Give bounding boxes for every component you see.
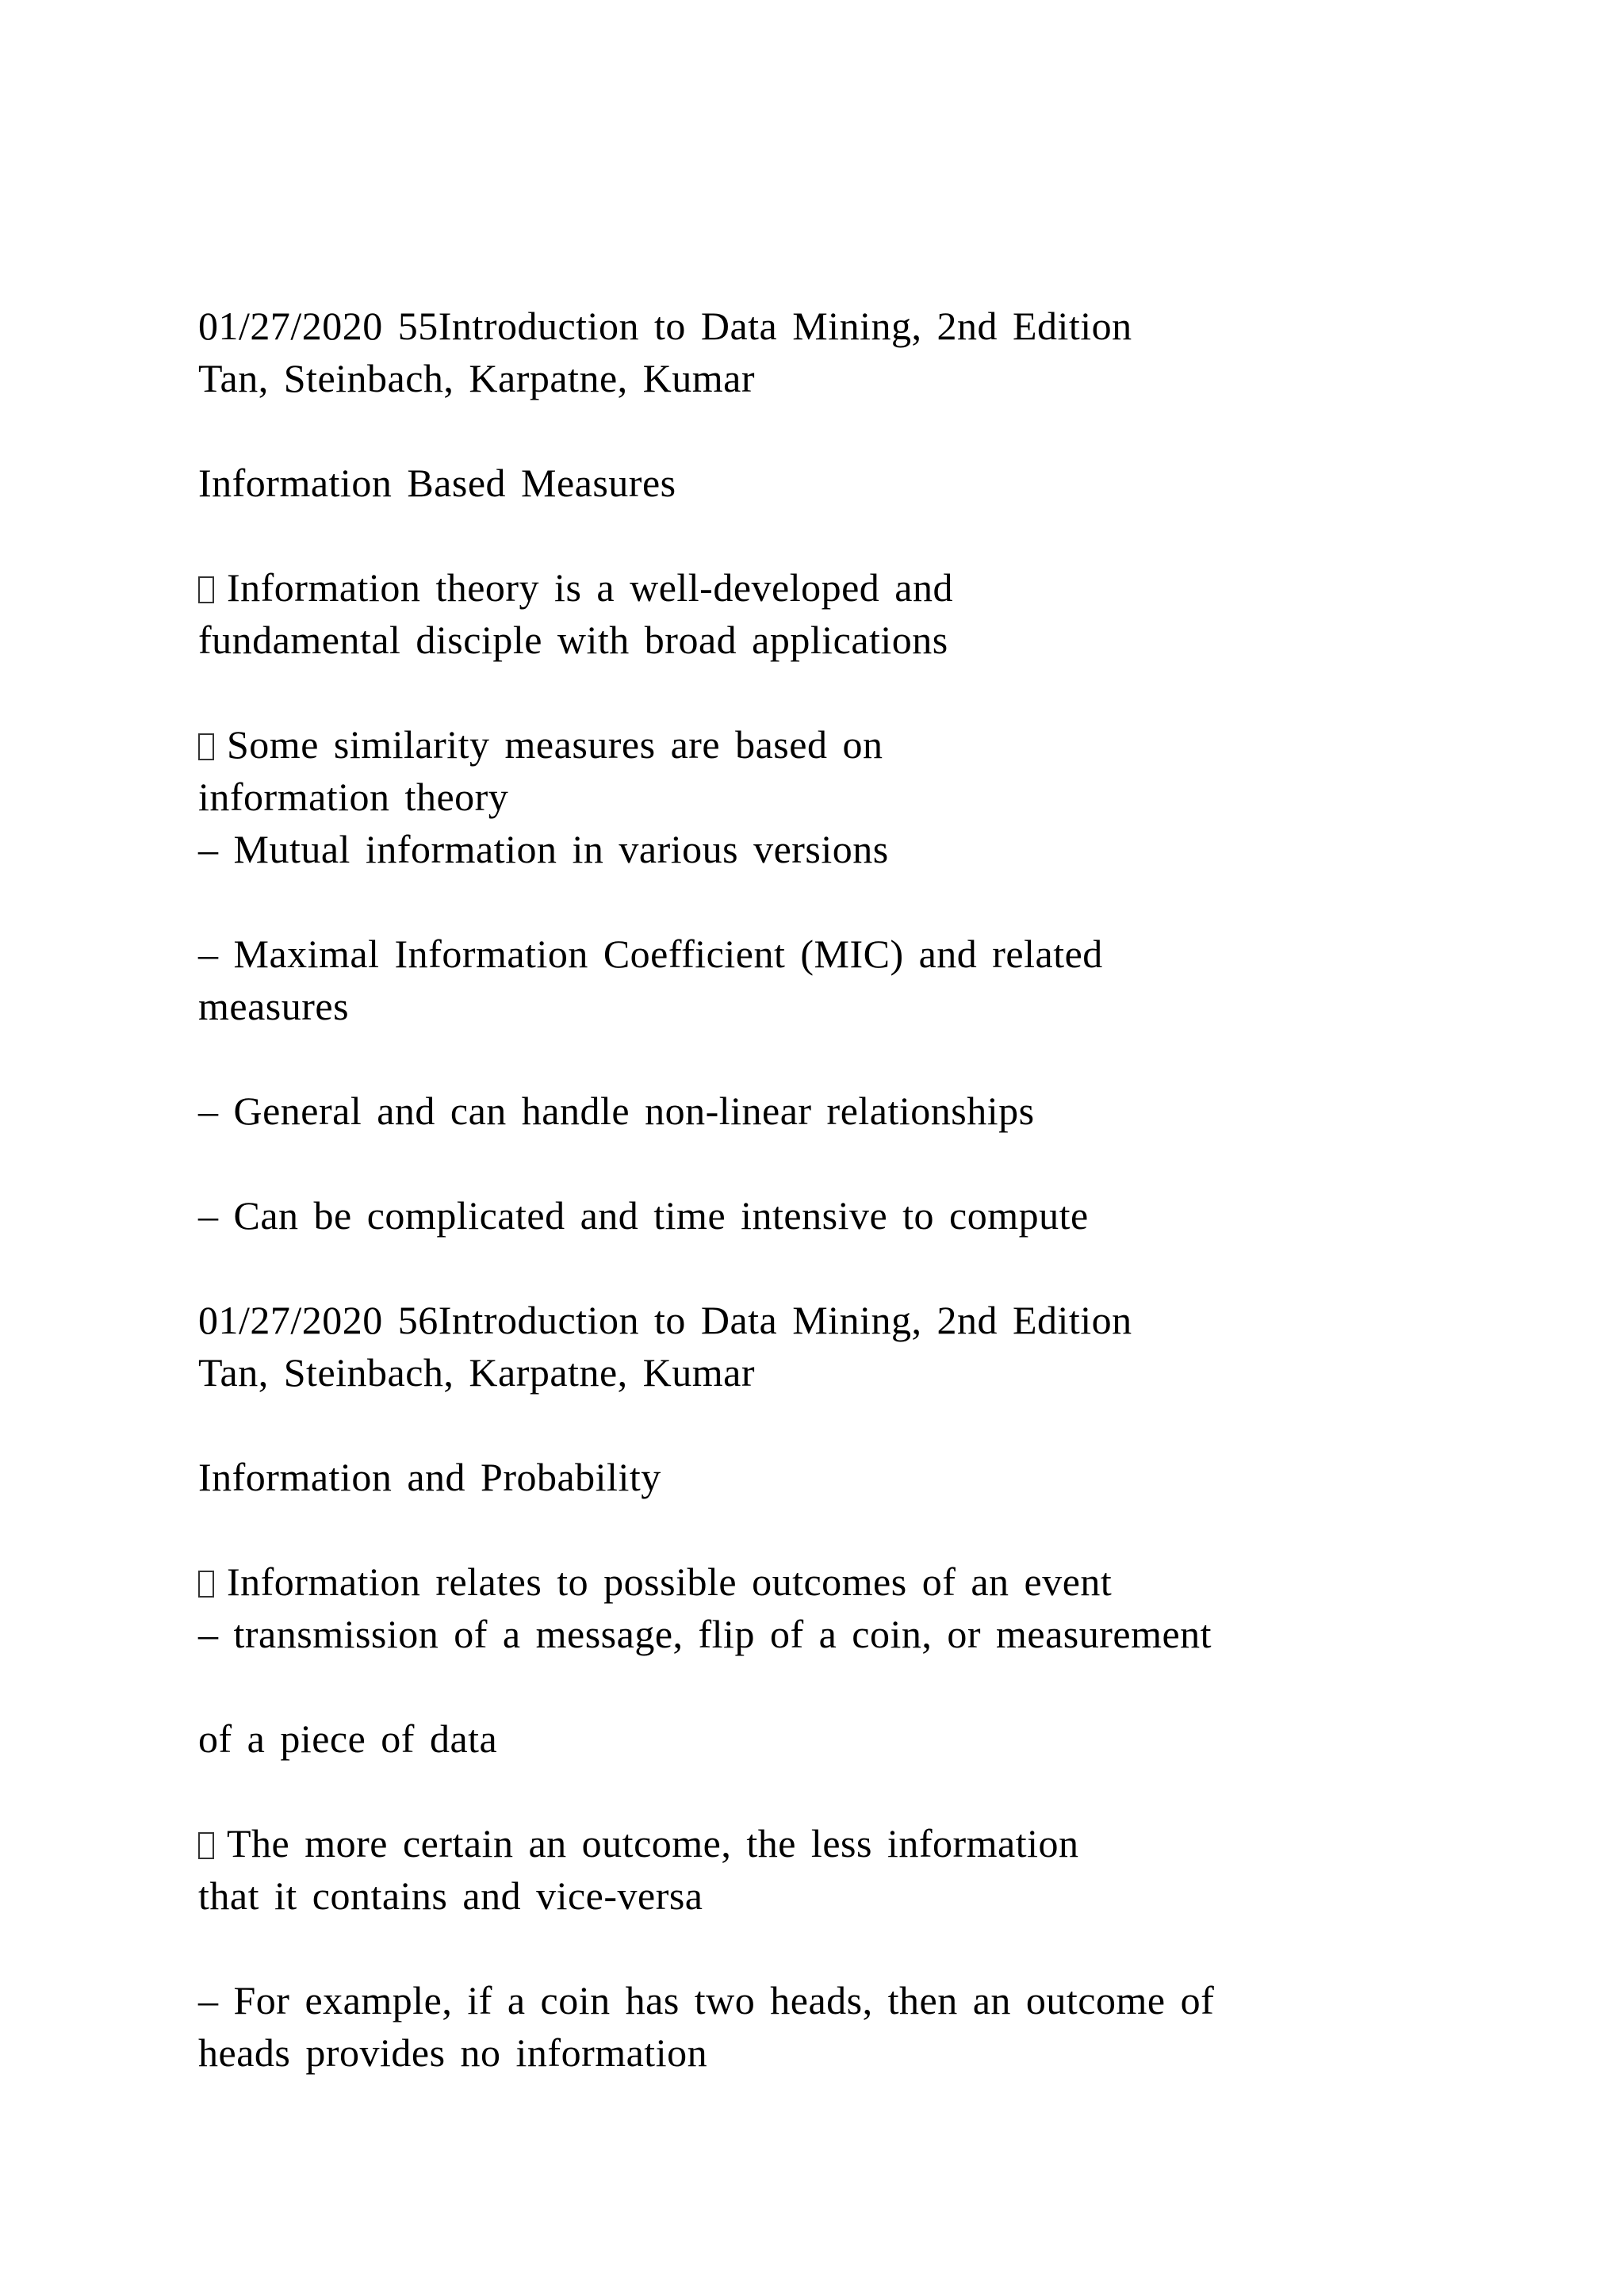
- slide56-bullet1-text: Information relates to possible outcomes of an event: [227, 1559, 1113, 1604]
- slide55-bullet2-text: Some similarity measures are based on: [227, 722, 883, 767]
- slide55-bullet1-line2: fundamental disciple with broad applications: [198, 618, 948, 662]
- slide56-bullet1: [198, 1556, 1112, 1608]
- slide55-sub3: – General and can handle non-linear relationships: [198, 1089, 1035, 1133]
- slide56-sub2-line1: – For example, if a coin has two heads, then an outcome of: [198, 1978, 1215, 2022]
- slide55-bullet2-line2: information theory: [198, 775, 509, 819]
- slide55-sub2-line2: measures: [198, 984, 350, 1028]
- slide55-header-line1: 01/27/2020 55Introduction to Data Mining, 2nd Edition: [198, 304, 1132, 348]
- bullet-glyph-icon: [198, 1832, 214, 1859]
- bullet-glyph-icon: [198, 1571, 214, 1598]
- slide56-bullet2-line1: [198, 1817, 1078, 1869]
- slide56-header-line2: Tan, Steinbach, Karpatne, Kumar: [198, 1350, 755, 1395]
- slide55-bullet1-text: Information theory is a well-developed and: [227, 565, 953, 610]
- bullet-glyph-icon: [198, 576, 214, 603]
- slide56-header-line1: 01/27/2020 56Introduction to Data Mining, 2nd Edition: [198, 1298, 1132, 1342]
- slide55-sub2-line1: – Maximal Information Coefficient (MIC) and related: [198, 932, 1103, 976]
- slide56-bullet2-text: The more certain an outcome, the less information: [227, 1821, 1079, 1866]
- slide56-sub1-line2: of a piece of data: [198, 1716, 498, 1761]
- slide55-sub4: – Can be complicated and time intensive to compute: [198, 1193, 1089, 1238]
- slide55-bullet1-line1: [198, 561, 953, 614]
- bullet-glyph-icon: [198, 733, 214, 760]
- slide56-title: Information and Probability: [198, 1455, 661, 1499]
- slide55-title: Information Based Measures: [198, 461, 676, 505]
- slide55-bullet2-line1: [198, 718, 883, 771]
- slide55-sub1: – Mutual information in various versions: [198, 827, 889, 871]
- slide55-header-line2: Tan, Steinbach, Karpatne, Kumar: [198, 356, 755, 400]
- slide56-bullet2-line2: that it contains and vice-versa: [198, 1873, 703, 1918]
- slide56-sub2-line2: heads provides no information: [198, 2030, 708, 2075]
- slide56-sub1-line1: – transmission of a message, flip of a coin, or measurement: [198, 1612, 1212, 1656]
